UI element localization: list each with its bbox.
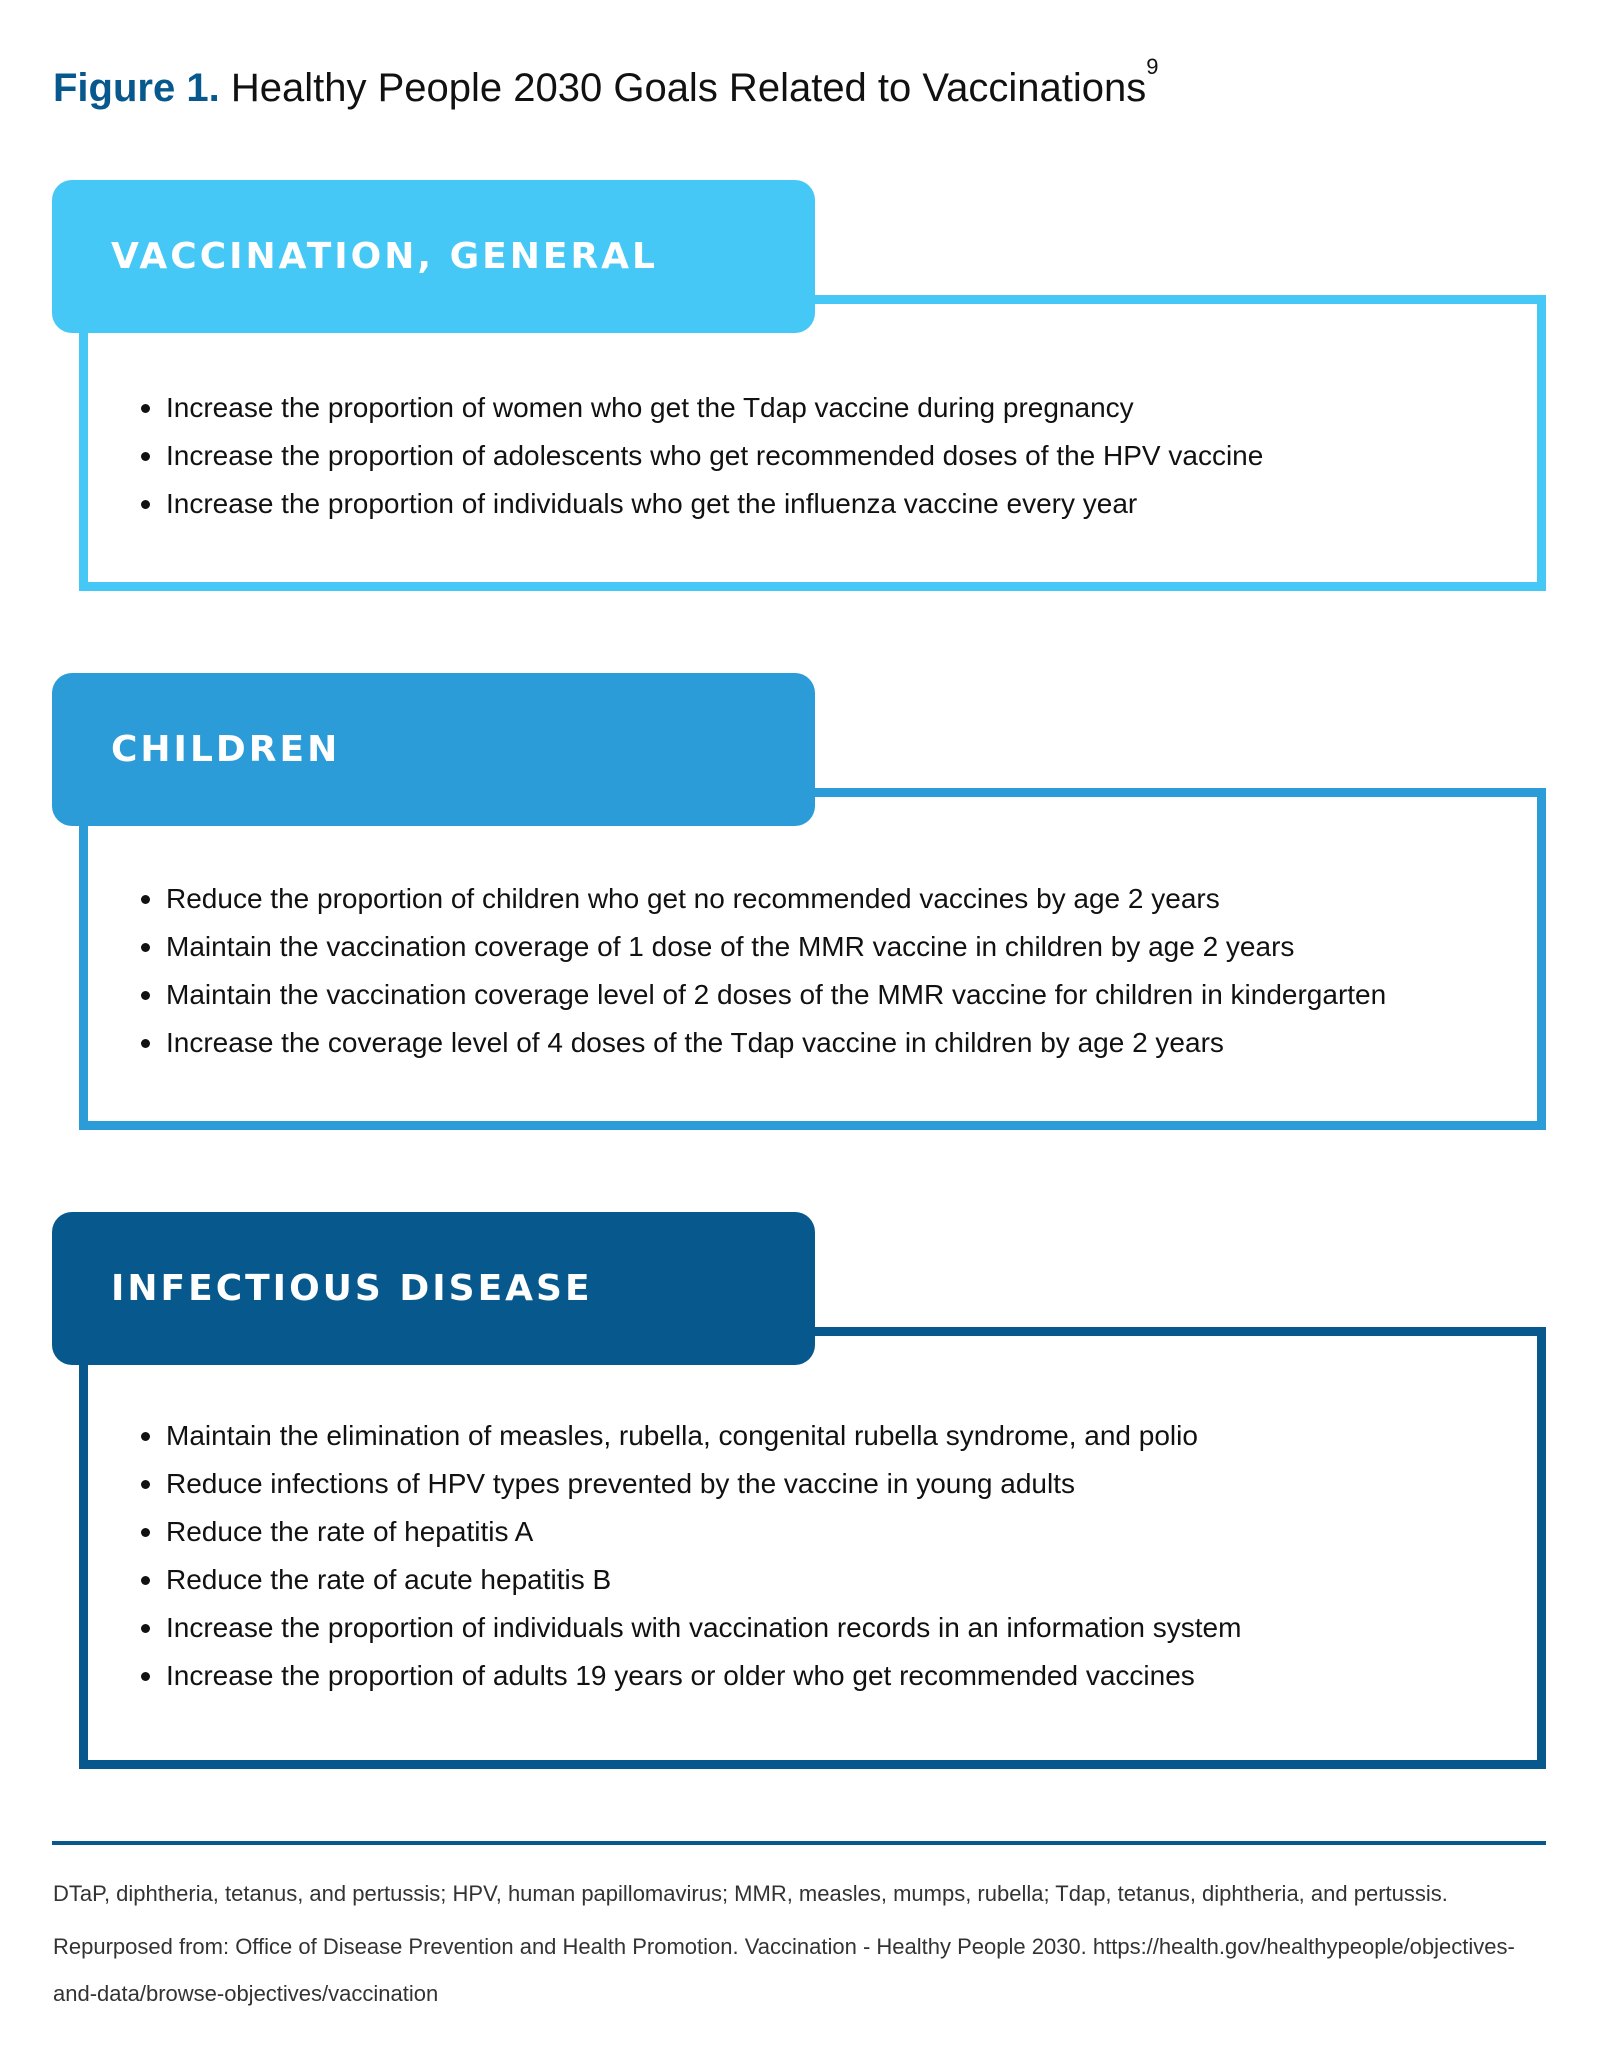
goal-list — [137, 875, 1386, 1067]
list-item: Maintain the vaccination coverage of 1 dose of the MMR vaccine in children by age 2 years — [137, 923, 1386, 971]
abbreviations-note: DTaP, diphtheria, tetanus, and pertussis; HPV, human papillomavirus; MMR, measles, mumps, rubella; Tdap, tetanus, diphtheria, and pertussis. — [53, 1881, 1448, 1906]
figure-title — [53, 54, 1159, 114]
list-item: Increase the proportion of adults 19 years or older who get recommended vaccines — [137, 1652, 1241, 1700]
section-tab — [52, 180, 815, 333]
figure-label: Figure 1. — [53, 66, 220, 110]
list-item: Reduce the rate of hepatitis A — [137, 1508, 1241, 1556]
list-item: Maintain the vaccination coverage level of 2 doses of the MMR vaccine for children in kindergarten — [137, 971, 1386, 1019]
section-heading: VACCINATION, GENERAL — [111, 236, 658, 277]
section-children — [52, 673, 1546, 1130]
list-item: Increase the proportion of women who get the Tdap vaccine during pregnancy — [137, 384, 1263, 432]
list-item: Increase the proportion of adolescents who get recommended doses of the HPV vaccine — [137, 432, 1263, 480]
section-heading: CHILDREN — [111, 729, 341, 770]
section-vaccination-general — [52, 180, 1546, 591]
list-item: Increase the proportion of individuals who get the influenza vaccine every year — [137, 480, 1263, 528]
section-tab — [52, 673, 815, 826]
source-note: Repurposed from: Office of Disease Prevention and Health Promotion. Vaccination - Healthy People 2030. https://health.gov/healthypeople/objectives-and-data/browse-objectives/vaccination — [53, 1934, 1515, 2006]
list-item: Reduce infections of HPV types prevented by the vaccine in young adults — [137, 1460, 1241, 1508]
list-item: Reduce the proportion of children who get no recommended vaccines by age 2 years — [137, 875, 1386, 923]
list-item: Increase the coverage level of 4 doses of the Tdap vaccine in children by age 2 years — [137, 1019, 1386, 1067]
section-tab — [52, 1212, 815, 1365]
figure-footnote-ref: 9 — [1146, 54, 1159, 79]
footer-divider — [52, 1841, 1546, 1845]
section-infectious-disease — [52, 1212, 1546, 1769]
list-item: Maintain the elimination of measles, rubella, congenital rubella syndrome, and polio — [137, 1412, 1241, 1460]
goal-list — [137, 384, 1263, 528]
goal-list — [137, 1412, 1241, 1700]
figure-title-text: Healthy People 2030 Goals Related to Vaccinations — [230, 66, 1147, 110]
list-item: Reduce the rate of acute hepatitis B — [137, 1556, 1241, 1604]
section-heading: INFECTIOUS DISEASE — [111, 1268, 593, 1309]
list-item: Increase the proportion of individuals with vaccination records in an information system — [137, 1604, 1241, 1652]
